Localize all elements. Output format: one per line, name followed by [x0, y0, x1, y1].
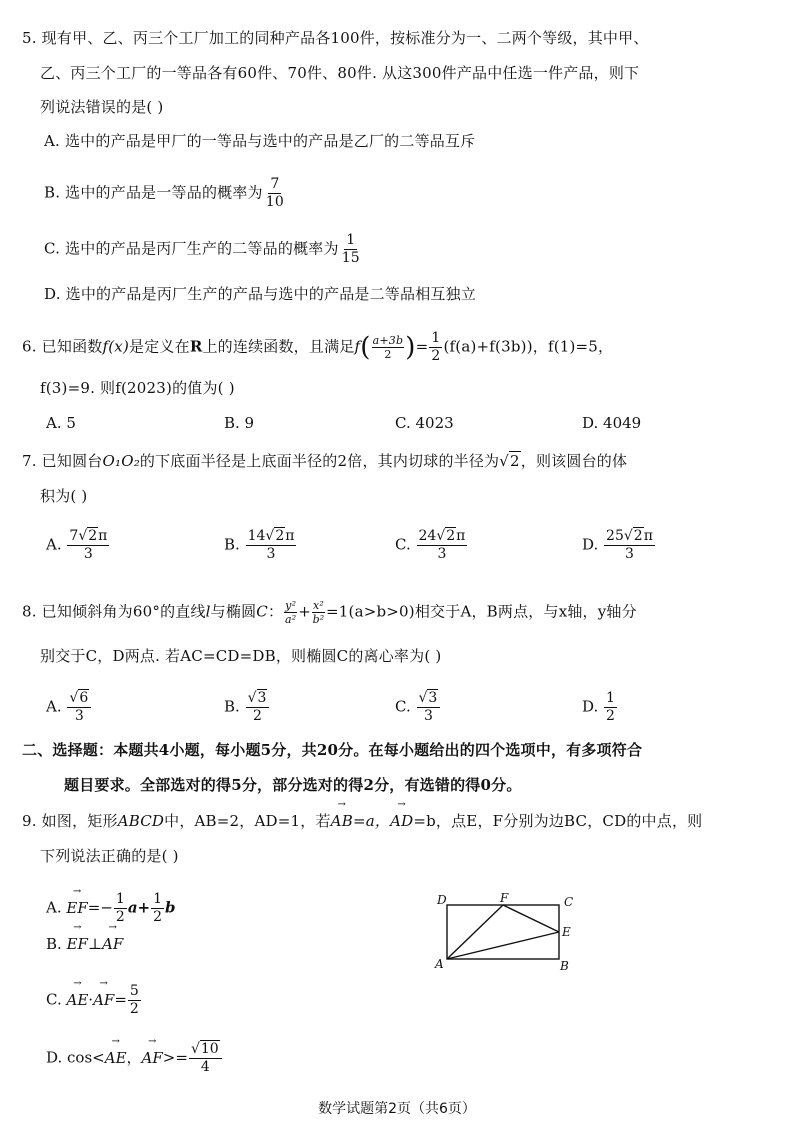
- q6-fx: f(x): [102, 337, 129, 356]
- q5-option-a: A. 选中的产品是甲厂的一等品与选中的产品是乙厂的二等品互斥: [44, 132, 476, 150]
- q8-colon: ：: [267, 602, 284, 621]
- q8-option-a-label: A.: [46, 697, 62, 716]
- q9-stem-line2: 下列说法正确的是( ): [40, 847, 179, 865]
- q8-option-d-label: D.: [582, 697, 599, 716]
- q8-option-a-radicand: 6: [79, 690, 89, 706]
- q9-eq-b: =b，点E，F分别为边BC，CD的中点，则: [413, 812, 703, 830]
- q9-option-c-label: C.: [46, 990, 62, 1009]
- q7-option-c-denominator: 3: [437, 546, 447, 562]
- q5-stem-line2: 乙、丙三个工厂的一等品各有60件、70件、80件. 从这300件产品中任选一件产品，则下: [40, 64, 640, 82]
- q8-option-c: [395, 690, 441, 725]
- q7-stem-a: 7. 已知圆台: [22, 452, 103, 470]
- q6-right-paren: ): [405, 332, 416, 363]
- q9-option-a-frac1: [114, 891, 127, 926]
- q6-left-paren: (: [360, 332, 371, 363]
- q7-option-b-numerator: 14√2π: [247, 528, 295, 544]
- q8-stem-line1: [22, 599, 637, 626]
- q8-option-c-fraction: [417, 690, 441, 725]
- q6-half-fraction: [429, 330, 442, 365]
- q5-stem-line3: 列说法错误的是( ): [40, 98, 164, 116]
- q7-option-d: [582, 528, 656, 563]
- q9-vector-ab: → AB: [331, 811, 353, 831]
- q9-option-c-vector-af: → AF: [93, 990, 114, 1010]
- q6-arg-fraction: [372, 334, 405, 361]
- q9-option-d-vector-af: → AF: [142, 1048, 163, 1068]
- q7-option-a-radicand: 2: [88, 528, 98, 544]
- q7-option-a-pi: π: [98, 528, 108, 544]
- q6-equals: =: [415, 337, 429, 356]
- q9-option-d-numerator: √10: [189, 1041, 222, 1059]
- q7-option-b-denominator: 3: [266, 546, 276, 562]
- q7-option-a: [46, 528, 110, 563]
- q7-option-d-label: D.: [582, 535, 599, 554]
- q8-option-d-fraction: [604, 690, 617, 725]
- q7-option-c-pi: π: [456, 528, 466, 544]
- q5-option-c-numerator: 1: [346, 232, 356, 248]
- q5-option-c-text: C. 选中的产品是丙厂生产的二等品的概率为: [44, 239, 339, 258]
- q9-option-c-numerator: 5: [129, 983, 139, 999]
- q9-option-c: [46, 983, 142, 1018]
- q7-option-a-coef: 7: [69, 528, 79, 544]
- q9-option-a-frac1-num: 1: [115, 891, 125, 907]
- q8-option-b-numerator: √3: [246, 690, 270, 708]
- q8-option-d-denominator: 2: [606, 708, 615, 724]
- q9-point-label-e: E: [562, 925, 571, 939]
- q9-point-label-c: C: [564, 895, 574, 909]
- page-footer: 数学试题第2页（共6页）: [318, 1101, 476, 1117]
- q7-option-a-denominator: 3: [83, 546, 93, 562]
- q7-option-c-coef: 24: [418, 528, 437, 544]
- q9-option-c-vector-ae: → AE: [67, 990, 89, 1010]
- q7-option-d-numerator: 25√2π: [606, 528, 653, 544]
- q8-option-b-denominator: 2: [253, 708, 262, 724]
- q7-option-d-denominator: 3: [625, 546, 634, 562]
- q9-option-c-dot: ·: [88, 990, 94, 1009]
- q7-o1o2: O₁O₂: [102, 452, 140, 470]
- q7-stem-line1: 7. 已知圆台O₁O₂的下底面半径是上底面半径的2倍，其内切球的半径为√2，则该圆台的体: [22, 452, 628, 470]
- q7-option-a-fraction: [67, 528, 109, 563]
- q9-option-b-label: B.: [46, 935, 62, 953]
- q5-option-d: D. 选中的产品是丙厂生产的产品与选中的产品是二等品相互独立: [44, 285, 477, 303]
- q6-option-a: A. 5: [46, 414, 76, 432]
- q8-option-a-numerator: √6: [67, 690, 91, 708]
- q9-option-a-eq: =−: [87, 898, 113, 917]
- q9-option-b-vector-ef: → EF: [67, 934, 88, 954]
- q9-option-a-b: b: [165, 898, 176, 917]
- q8-stem-b: 与椭圆: [210, 602, 257, 621]
- q8-option-c-denominator: 3: [423, 708, 433, 724]
- q7-option-b-coef: 14: [247, 528, 266, 544]
- q5-option-b-numerator: 7: [270, 176, 280, 192]
- q8-x-term: [312, 599, 325, 626]
- q7-option-d-coef: 25: [606, 528, 624, 544]
- q8-stem-c: 相交于A，B两点，与x轴，y轴分: [414, 602, 637, 621]
- q9-segment-ae: [447, 932, 559, 959]
- q9-segment-ef: [503, 905, 559, 932]
- q8-option-d-numerator: 1: [606, 690, 615, 706]
- q8-stem-a: 8. 已知倾斜角为60°的直线: [22, 602, 206, 621]
- q8-option-c-label: C.: [395, 697, 411, 716]
- q8-condition: =1(a>b>0): [326, 602, 415, 621]
- q7-option-c-fraction: [417, 528, 468, 563]
- q9-stem-b: 中，AB=2，AD=1，若: [164, 812, 331, 830]
- q9-option-d-radicand: 10: [200, 1041, 219, 1057]
- q7-option-c-numerator: 24√2π: [418, 528, 466, 544]
- q8-option-b-radicand: 3: [257, 690, 267, 706]
- q6-arg-denominator: 2: [384, 348, 392, 361]
- q9-option-d-fraction: [189, 1041, 222, 1076]
- q6-f: f: [354, 337, 361, 356]
- q6-stem-b: 是定义在: [129, 337, 190, 356]
- q7-option-d-fraction: [604, 528, 655, 563]
- q8-line-l: l: [205, 602, 211, 621]
- q5-option-c-denominator: 15: [341, 250, 360, 266]
- q9-point-label-a: A: [435, 957, 444, 971]
- q8-y-squared: y²: [285, 599, 297, 612]
- q6-arg-numerator: a+3b: [372, 334, 404, 347]
- q7-stem-c: ，则该圆台的体: [520, 452, 628, 470]
- q8-option-b: [224, 690, 270, 725]
- q8-option-a-denominator: 3: [74, 708, 84, 724]
- q6-stem-c: 上的连续函数，且满足: [202, 337, 355, 356]
- q9-vector-ad: → AD: [390, 811, 413, 831]
- q8-option-c-numerator: √3: [417, 690, 441, 708]
- q7-option-c-label: C.: [395, 535, 411, 554]
- q7-option-c-radicand: 2: [446, 528, 456, 544]
- q9-option-d-vector-ae: → AE: [105, 1048, 127, 1068]
- q9-point-label-f: F: [500, 891, 509, 905]
- q7-option-d-pi: π: [643, 528, 653, 544]
- q7-stem-b: 的下底面半径是上底面半径的2倍，其内切球的半径为: [139, 452, 500, 470]
- q7-option-b-pi: π: [285, 528, 295, 544]
- q7-option-b-label: B.: [224, 535, 240, 554]
- q7-stem-line2: 积为( ): [40, 487, 88, 505]
- q9-stem-a: 9. 如图，矩形: [22, 812, 118, 830]
- q7-option-a-numerator: 7√2π: [69, 528, 108, 544]
- q9-option-b-perp: ⊥: [87, 935, 103, 953]
- q6-option-d: D. 4049: [582, 414, 642, 432]
- q7-option-d-radicand: 2: [633, 528, 643, 544]
- q9-option-d-eq: >=: [162, 1048, 188, 1067]
- q8-x-squared: x²: [312, 599, 324, 612]
- q9-option-d-label: D. cos<: [46, 1048, 105, 1067]
- q9-option-a-frac2-den: 2: [153, 909, 163, 925]
- q5-option-b-text: B. 选中的产品是一等品的概率为: [44, 183, 263, 202]
- q8-ellipse-c: C: [256, 602, 268, 621]
- q9-option-a-frac1-den: 2: [115, 909, 125, 925]
- q9-option-d-denominator: 4: [200, 1059, 210, 1075]
- q7-option-c: [395, 528, 468, 563]
- q6-stem-line2: f(3)=9. 则f(2023)的值为( ): [40, 379, 235, 397]
- q8-option-b-label: B.: [224, 697, 240, 716]
- q7-option-b-radicand: 2: [275, 528, 285, 544]
- q6-half-denominator: 2: [431, 348, 441, 364]
- q9-option-a: [46, 891, 176, 926]
- q8-b-squared: b²: [312, 613, 325, 626]
- q8-option-a: [46, 690, 92, 725]
- q5-stem-line1: 5. 现有甲、乙、丙三个工厂加工的同种产品各100件，按标准分为一、二两个等级，其中甲、: [22, 29, 649, 47]
- q5-option-c: [44, 232, 363, 267]
- q9-option-a-frac2-num: 1: [153, 891, 163, 907]
- section2-instructions-line2: 题目要求。全部选对的得5分，部分选对的得2分，有选错的得0分。: [64, 776, 522, 794]
- q6-option-c: C. 4023: [395, 414, 454, 432]
- q9-option-c-denominator: 2: [129, 1001, 139, 1017]
- q8-option-d: [582, 690, 618, 725]
- q9-abcd: ABCD: [117, 812, 165, 830]
- q5-option-b-denominator: 10: [265, 194, 284, 210]
- q7-option-a-label: A.: [46, 535, 62, 554]
- q9-option-a-a: a+: [127, 898, 151, 917]
- q9-option-a-frac2: [151, 891, 164, 926]
- q8-option-b-fraction: [246, 690, 270, 725]
- q8-option-c-radicand: 3: [428, 690, 438, 706]
- q9-option-b: [46, 934, 123, 954]
- q9-option-a-vector-ef: → EF: [66, 898, 87, 918]
- q9-eq-a: =a，: [352, 812, 391, 830]
- q9-option-d: [46, 1041, 223, 1076]
- q6-stem-a: 6. 已知函数: [22, 337, 103, 356]
- q8-y-term: [284, 599, 297, 626]
- q9-option-c-fraction: [128, 983, 141, 1018]
- q9-option-c-eq: =: [114, 990, 127, 1009]
- q6-rhs: (f(a)+f(3b))，f(1)=5，: [443, 337, 614, 356]
- q5-option-b: [44, 176, 287, 211]
- q8-a-squared: a²: [285, 613, 297, 626]
- q8-stem-line2: 别交于C，D两点. 若AC=CD=DB，则椭圆C的离心率为( ): [40, 647, 442, 665]
- q8-plus: +: [298, 602, 311, 621]
- q7-sqrt-arg: 2: [510, 452, 520, 470]
- section2-instructions-line1: 二、选择题：本题共4小题，每小题5分，共20分。在每小题给出的四个选项中，有多项符合: [22, 741, 643, 759]
- q6-stem-line1: [22, 330, 613, 365]
- q9-segment-af: [447, 905, 503, 959]
- q5-option-c-fraction: [340, 232, 362, 267]
- q9-rectangle-abcd: [447, 905, 559, 959]
- q7-option-b-fraction: [246, 528, 297, 563]
- q9-point-label-d: D: [437, 893, 447, 907]
- q8-option-a-fraction: [67, 690, 91, 725]
- q9-rectangle-figure: [430, 888, 590, 973]
- q5-option-b-fraction: [264, 176, 286, 211]
- q9-point-label-b: B: [560, 959, 569, 973]
- q9-stem-line1: [22, 811, 702, 831]
- q9-option-a-label: A.: [46, 898, 62, 917]
- q9-option-d-comma: ，: [126, 1048, 142, 1067]
- q6-half-numerator: 1: [431, 330, 441, 346]
- q6-option-b: B. 9: [224, 414, 255, 432]
- q6-real-set: R: [189, 337, 203, 356]
- q7-option-b: [224, 528, 297, 563]
- q9-option-b-vector-af: → AF: [102, 934, 123, 954]
